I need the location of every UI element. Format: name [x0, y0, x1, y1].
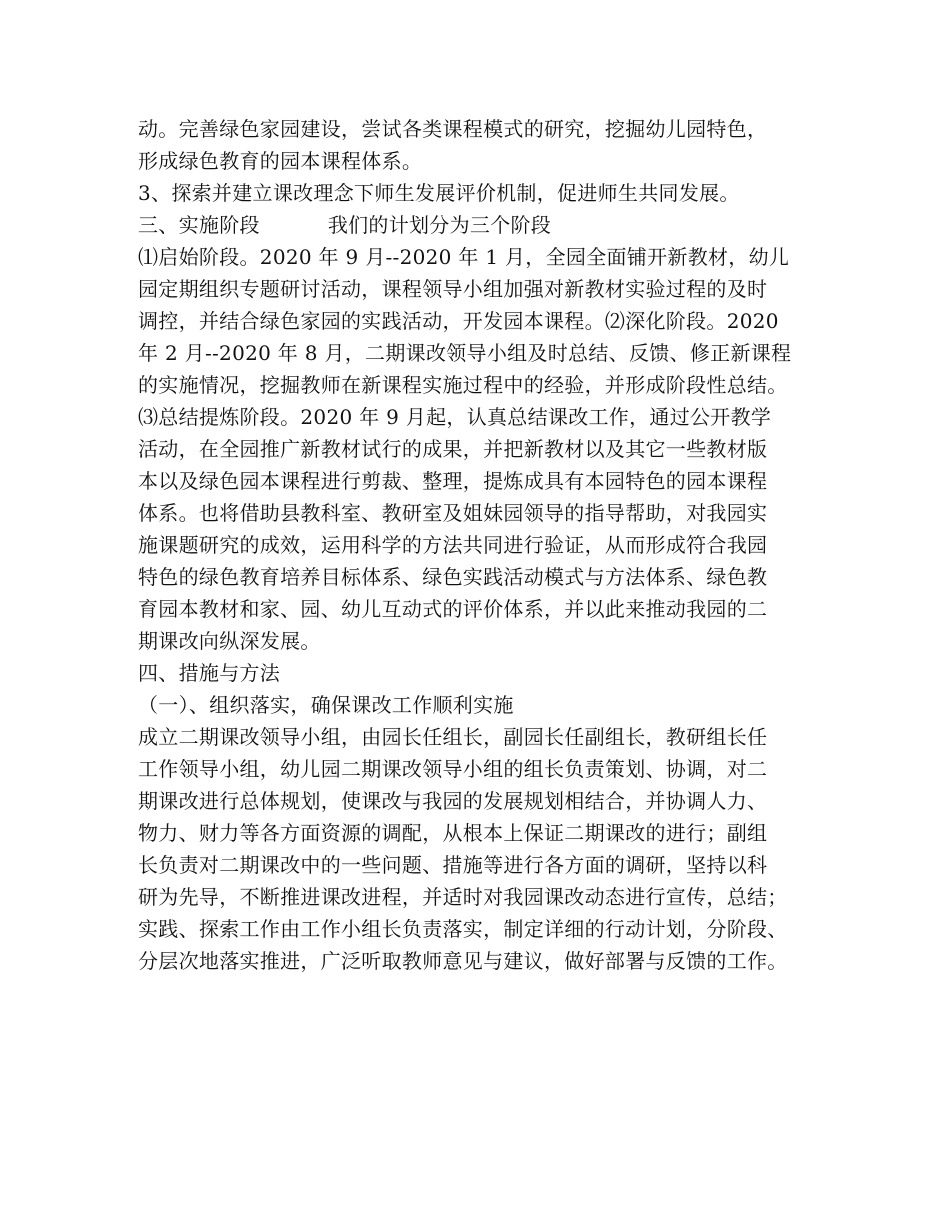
body-line: 动。完善绿色家园建设，尝试各类课程模式的研究，挖掘幼儿园特色， — [138, 117, 768, 141]
body-line: 育园本教材和家、园、幼儿互动式的评价体系，并以此来推动我园的二 — [138, 597, 768, 621]
body-line: 期课改进行总体规划，使课改与我园的发展规划相结合，并协调人力、 — [138, 789, 768, 813]
body-line: 调控，并结合绿色家园的实践活动，开发园本课程。⑵深化阶段。2020 — [138, 309, 779, 333]
body-line: 工作领导小组，幼儿园二期课改领导小组的组长负责策划、协调，对二 — [138, 757, 768, 781]
body-line: 形成绿色教育的园本课程体系。 — [138, 149, 423, 173]
body-line: 成立二期课改领导小组，由园长任组长，副园长任副组长，教研组长任 — [138, 725, 768, 749]
body-line: 体系。也将借助县教科室、教研室及姐妹园领导的指导帮助，对我园实 — [138, 501, 768, 525]
body-line: 研为先导，不断推进课改进程，并适时对我园课改动态进行宣传，总结； — [138, 885, 788, 909]
section-heading: 三、实施阶段 — [138, 213, 260, 237]
body-line: 本以及绿色园本课程进行剪裁、整理，提炼成具有本园特色的园本课程 — [138, 469, 768, 493]
section-subtitle: 我们的计划分为三个阶段 — [327, 213, 552, 237]
body-line: 活动，在全园推广新教材试行的成果，并把新教材以及其它一些教材版 — [138, 437, 768, 461]
body-line: ⑴启始阶段。2020 年 9 月--2020 年 1 月，全园全面铺开新教材，幼儿 — [138, 245, 790, 269]
body-line: 年 2 月--2020 年 8 月，二期课改领导小组及时总结、反馈、修正新课程 — [138, 341, 792, 365]
body-line: 的实施情况，挖掘教师在新课程实施过程中的经验，并形成阶段性总结。 — [138, 373, 788, 397]
body-line: 分层次地落实推进，广泛听取教师意见与建议，做好部署与反馈的工作。 — [138, 949, 788, 973]
body-line: ⑶总结提炼阶段。2020 年 9 月起，认真总结课改工作，通过公开教学 — [138, 405, 772, 429]
subsection-heading: （一）、组织落实，确保课改工作顺利实施 — [138, 693, 514, 717]
body-line: 物力、财力等各方面资源的调配，从根本上保证二期课改的进行；副组 — [138, 821, 768, 845]
section-heading: 四、措施与方法 — [138, 661, 281, 685]
document-body — [138, 113, 818, 977]
body-line: 期课改向纵深发展。 — [138, 629, 321, 653]
body-line: 实践、探索工作由工作小组长负责落实，制定详细的行动计划，分阶段、 — [138, 917, 788, 941]
body-line: 施课题研究的成效，运用科学的方法共同进行验证，从而形成符合我园 — [138, 533, 768, 557]
body-line: 3、探索并建立课改理念下师生发展评价机制，促进师生共同发展。 — [138, 181, 740, 205]
body-line: 特色的绿色教育培养目标体系、绿色实践活动模式与方法体系、绿色教 — [138, 565, 768, 589]
body-line: 园定期组织专题研讨活动，课程领导小组加强对新教材实验过程的及时 — [138, 277, 768, 301]
section-heading-line — [138, 209, 818, 241]
body-line: 长负责对二期课改中的一些问题、措施等进行各方面的调研，坚持以科 — [138, 853, 768, 877]
